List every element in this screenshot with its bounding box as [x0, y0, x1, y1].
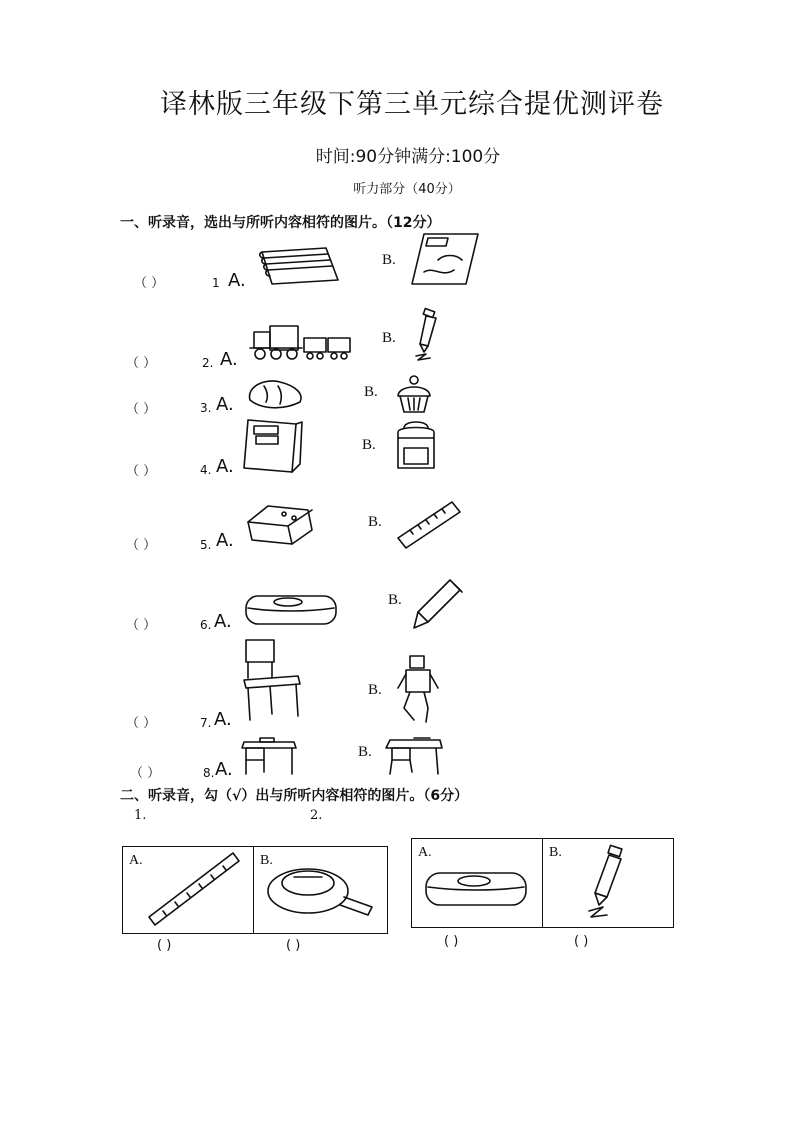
option-a-label-4: A.: [216, 456, 234, 477]
pencil-case-icon[interactable]: [424, 869, 530, 909]
tape-measure-icon[interactable]: [264, 861, 376, 921]
story-book-icon[interactable]: [240, 418, 304, 478]
ruler-icon[interactable]: [396, 500, 462, 552]
question-2-picture-box: [411, 838, 674, 928]
marker-icon[interactable]: [410, 308, 444, 362]
question-number-s2-2: 2.: [310, 808, 323, 823]
option-b-label-7: B.: [368, 682, 382, 698]
option-b-label: B.: [549, 845, 562, 860]
eraser-icon[interactable]: [244, 500, 316, 548]
option-b-label-4: B.: [362, 437, 376, 453]
desk-icon-b[interactable]: [384, 734, 444, 776]
answer-blank-4[interactable]: （ ）: [126, 464, 157, 479]
answer-blank-6[interactable]: （ ）: [126, 618, 157, 633]
answer-blank-s2-2a[interactable]: ( ): [444, 934, 459, 949]
question-number-8: 8.: [203, 766, 215, 780]
option-b-label-5: B.: [368, 514, 382, 530]
notebook-icon[interactable]: [256, 244, 340, 286]
marker-icon[interactable]: [583, 845, 627, 923]
option-a-label: A.: [418, 845, 432, 860]
answer-blank-s2-1a[interactable]: ( ): [157, 938, 172, 953]
answer-blank-5[interactable]: （ ）: [126, 538, 157, 553]
question-number-3: 3.: [200, 401, 212, 415]
pencil-icon[interactable]: [412, 576, 464, 632]
option-b-label-8: B.: [358, 744, 372, 760]
section-1-heading: 一、听录音，选出与所听内容相符的图片。（12分）: [120, 215, 441, 231]
english-book-icon[interactable]: [408, 232, 480, 288]
pencil-case-icon[interactable]: [244, 590, 338, 628]
option-b-label-6: B.: [388, 592, 402, 608]
question-number-2: 2.: [202, 356, 214, 370]
question-1-picture-box: [122, 846, 388, 934]
option-b-label-1: B.: [382, 252, 396, 268]
robot-icon[interactable]: [396, 654, 440, 726]
desk-icon-a[interactable]: [240, 734, 298, 776]
answer-blank-1[interactable]: （ ）: [134, 276, 165, 291]
answer-blank-s2-2b[interactable]: ( ): [574, 934, 589, 949]
question-number-6: 6.: [200, 618, 212, 632]
answer-blank-s2-1b[interactable]: ( ): [286, 938, 301, 953]
exam-info: 时间:90分钟满分:100分: [315, 147, 501, 167]
answer-blank-8[interactable]: （ ）: [130, 766, 161, 781]
option-a-label-3: A.: [216, 394, 234, 415]
option-a-label-1: A.: [228, 270, 246, 291]
backpack-icon[interactable]: [392, 418, 440, 474]
answer-blank-7[interactable]: （ ）: [126, 716, 157, 731]
long-ruler-icon[interactable]: [145, 849, 241, 925]
question-number-5: 5.: [200, 538, 212, 552]
option-a-label-5: A.: [216, 530, 234, 551]
bread-icon[interactable]: [244, 376, 308, 412]
question-number-4: 4.: [200, 463, 212, 477]
option-b-label-3: B.: [364, 384, 378, 400]
answer-blank-2[interactable]: （ ）: [126, 356, 157, 371]
option-a-label-6: A.: [214, 611, 232, 632]
toy-train-icon[interactable]: [248, 322, 352, 362]
option-b-label-2: B.: [382, 330, 396, 346]
listening-part-label: 听力部分（40分）: [353, 182, 461, 197]
section-2-heading: 二、听录音，勾（√）出与所听内容相符的图片。（6分）: [120, 788, 469, 804]
question-number-7: 7.: [200, 716, 212, 730]
cupcake-icon[interactable]: [394, 374, 434, 414]
chair-icon[interactable]: [240, 638, 304, 724]
option-a-label-7: A.: [214, 709, 232, 730]
option-a-label-8: A.: [215, 759, 233, 780]
option-a-label: A.: [129, 853, 143, 868]
page-title: 译林版三年级下第三单元综合提优测评卷: [160, 89, 664, 120]
option-b-label: B.: [260, 853, 273, 868]
question-number-s2-1: 1.: [134, 808, 147, 823]
question-number-1: 1: [212, 276, 220, 290]
option-a-label-2: A.: [220, 349, 238, 370]
answer-blank-3[interactable]: （ ）: [126, 402, 157, 417]
